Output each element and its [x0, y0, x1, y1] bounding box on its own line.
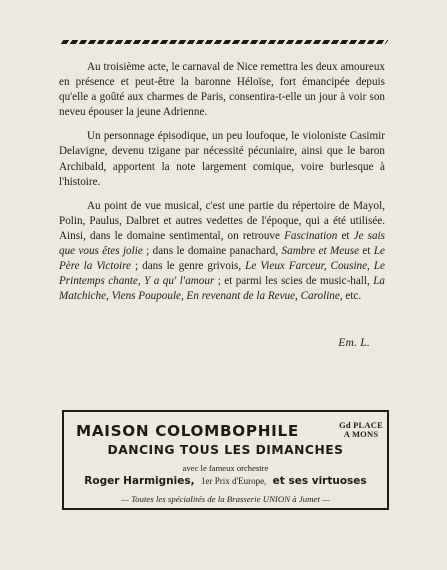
song-titles-grivois: Le Vieux Farceur, Cousine, Le Printemps chante, Y a qu' l'amour — [59, 260, 386, 288]
ad-location — [331, 421, 391, 439]
paragraph-3-text-5: ; dans le genre grivois, — [130, 260, 246, 273]
article-text — [59, 60, 385, 313]
ad-title: MAISON COLOMBOPHILE — [76, 422, 299, 440]
song-title-fascination: Fascination — [284, 229, 338, 242]
ad-artist-prize: 1er Prix d'Europe, — [200, 476, 267, 486]
article-paragraph-2: Un personnage épisodique, un peu loufoque, le violoniste Casimir Delavigne, devenu tzigane par nécessité pécuniaire, ainsi que le baron Archibald, apportent la note largement comique, voire burlesque à l'histoire. — [59, 130, 385, 188]
article-paragraph-1: Au troisième acte, le carnaval de Nice remettra les deux amoureux en présence et peut-être la baronne Héloïse, fort émancipée depuis qu'elle a goûté aux charmes de Paris, consentira-t-elle un jour à voir son neveu épouser la jeune Adrienne. — [59, 61, 385, 119]
paragraph-3-text-3: ; dans le domaine panachard, — [142, 245, 282, 258]
ad-title-row — [76, 420, 381, 444]
decorative-dashed-border — [61, 40, 389, 44]
ad-location-line-1: Gd PLACE — [339, 420, 383, 430]
ad-artist-name: Roger Harmignies, — [84, 475, 195, 487]
paragraph-3-text-7: , etc. — [339, 290, 362, 303]
paragraph-3-text-1: Au point de vue musical, c'est une partie du répertoire de Mayol, Polin, Paulus, Dalbret et autres vedettes de l'époque, qui a été utilisée. Ainsi, dans le domaine sentimental, on retrouve — [59, 199, 385, 242]
article-paragraph-3 — [59, 199, 385, 305]
paragraph-3-text-2: et — [337, 229, 354, 242]
article-signature: Em. L. — [338, 337, 370, 349]
song-title-pere-victoire: Le Père la Victoire — [59, 245, 386, 273]
song-titles-music-hall: La Matchiche, Viens Poupoule, En revenant de la Revue, Caroline — [59, 275, 385, 303]
advertisement-box — [62, 410, 389, 510]
ad-subtitle: DANCING TOUS LES DIMANCHES — [107, 443, 344, 457]
ad-location-line-2: A MONS — [343, 429, 379, 439]
ad-with-text: avec le fameux orchestre — [182, 463, 269, 473]
ad-artist-suffix: et ses virtuoses — [272, 475, 367, 487]
ad-artist-line — [64, 475, 387, 487]
song-title-je-sais: Je sais que vous êtes jolie — [59, 229, 385, 258]
paragraph-3-text-6: ; et parmi les scies de music-hall, — [214, 275, 374, 288]
paragraph-3-text-4: et — [359, 245, 374, 258]
ad-footer: — Toutes les spécialités de la Brasserie UNION à Jumet — — [121, 494, 330, 504]
song-title-sambre: Sambre et Meuse — [281, 245, 360, 258]
